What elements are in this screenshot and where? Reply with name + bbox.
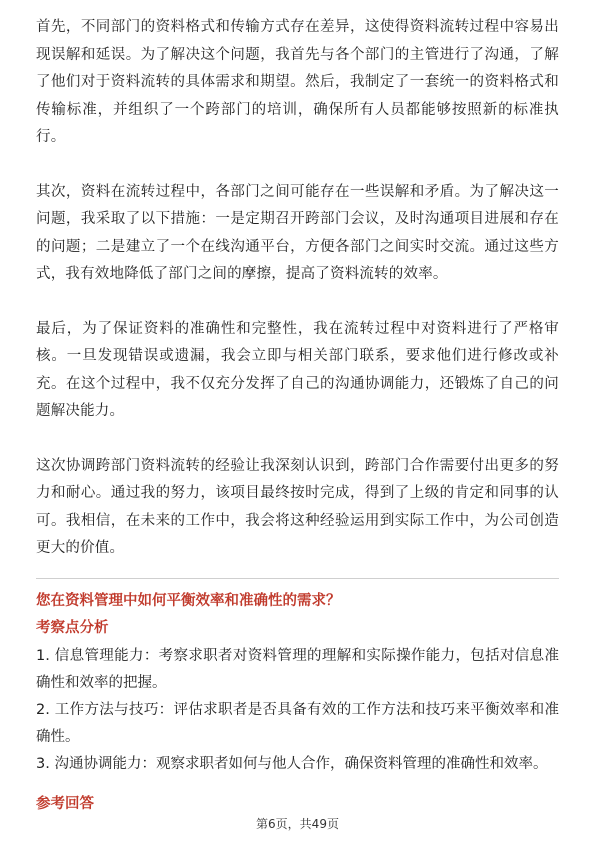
answer-body bbox=[36, 14, 559, 563]
analysis-item-1: 1. 信息管理能力：考察求职者对资料管理的理解和实际操作能力，包括对信息准确性和效率的把握。 bbox=[36, 648, 559, 691]
analysis-list bbox=[36, 643, 559, 778]
analysis-item-2: 2. 工作方法与技巧：评估求职者是否具备有效的工作方法和技巧来平衡效率和准确性。 bbox=[36, 702, 559, 745]
body-paragraph-4: 这次协调跨部门资料流转的经验让我深刻认识到，跨部门合作需要付出更多的努力和耐心。通过我的努力，该项目最终按时完成，得到了上级的肯定和同事的认可。我相信，在未来的工作中，我会将这种经验运用到实际工作中，为公司创造更大的价值。 bbox=[36, 457, 559, 556]
page-number: 第6页，共49页 bbox=[256, 817, 339, 831]
body-paragraph-1: 首先，不同部门的资料格式和传输方式存在差异，这使得资料流转过程中容易出现误解和延误。为了解决这个问题，我首先与各个部门的主管进行了沟通，了解了他们对于资料流转的具体需求和期望。然后，我制定了一套统一的资料格式和传输标准，并组织了一个跨部门的培训，确保所有人员都能够按照新的标准执行。 bbox=[36, 19, 559, 145]
analysis-title: 考察点分析 bbox=[36, 620, 109, 636]
body-paragraph-3: 最后，为了保证资料的准确性和完整性，我在流转过程中对资料进行了严格审核。一旦发现错误或遗漏，我会立即与相关部门联系，要求他们进行修改或补充。在这个过程中，我不仅充分发挥了自己的沟通协调能力，还锻炼了自己的问题解决能力。 bbox=[36, 320, 559, 419]
question-heading: 您在资料管理中如何平衡效率和准确性的需求？ bbox=[36, 593, 341, 609]
answer-title: 参考回答 bbox=[36, 796, 94, 812]
body-paragraph-2: 其次，资料在流转过程中，各部门之间可能存在一些误解和矛盾。为了解决这一问题，我采取了以下措施：一是定期召开跨部门会议，及时沟通项目进展和存在的问题；二是建立了一个在线沟通平台，方便各部门之间实时交流。通过这些方式，我有效地降低了部门之间的摩擦，提高了资料流转的效率。 bbox=[36, 183, 559, 282]
section-divider bbox=[36, 578, 559, 579]
analysis-item-3: 3. 沟通协调能力：观察求职者如何与他人合作，确保资料管理的准确性和效率。 bbox=[36, 756, 548, 772]
